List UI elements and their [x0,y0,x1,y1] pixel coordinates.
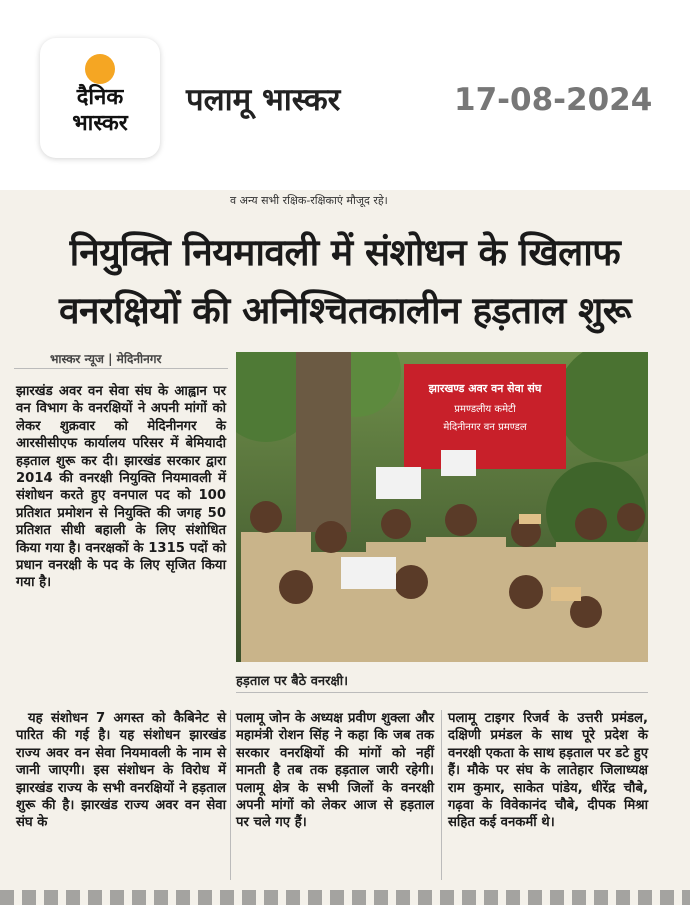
banner-text-2: प्रमण्डलीय कमेटी [454,404,516,415]
column-3-text: पलामू टाइगर रिजर्व के उत्तरी प्रमंडल, दक्षिणी प्रमंडल के साथ पूरे प्रदेश के वनरक्षी एकता के साथ हड़ताल पर डटे हुए हैं। मौके पर संघ के लातेहार जिलाध्यक्ष राम कुमार, साकेत पांडेय, धीरेंद्र चौबे, गढ़वा के विवेकानंद चौबे, दीपक मिश्रा सहित कई वनकर्मी थे। [448,711,648,831]
next-article-fragment [0,890,690,905]
previous-article-fragment: व अन्य सभी रक्षिक-रक्षिकाएं मौजूद रहे। [230,194,388,207]
byline-divider [14,368,228,369]
column-divider-1 [230,710,231,880]
column-1-text: झारखंड अवर वन सेवा संघ के आह्वान पर वन विभाग के वनरक्षियों ने अपनी मांगों को लेकर शुक्रवार को मेदिनीनगर के आरसीसीएफ कार्यालय परिसर में बेमियादी हड़ताल शुरू कर दी। झारखंड सरकार द्वारा 2014 की वनरक्षी नियुक्ति नियमावली में संशोधन करते हुए वनपाल पद को 100 प्रतिशत प्रमोशन से नियुक्ति की जगह 50 प्रतिशत सीधी बहाली के लिए संशोधित किया गया है। वनरक्षकों के 1315 पदों को प्रधान वनरक्षी के पद के लिए सृजित किया गया है। [16,384,226,591]
banner-text-3: मेदिनीनगर वन प्रमण्डल [443,422,527,433]
news-clipping [0,190,690,905]
app-header [0,0,690,190]
headline-line1: नियुक्ति नियमावली में संशोधन के खिलाफ [69,231,621,274]
headline-line2: वनरक्षियों की अनिश्चितकालीन हड़ताल शुरू [58,289,631,332]
photo-caption: हड़ताल पर बैठे वनरक्षी। [236,674,349,689]
edition-date: 17-08-2024 [454,82,653,118]
article-column-1 [16,383,226,592]
logo-text-line1: दैनिक [76,85,124,110]
column-divider-2 [441,710,442,880]
article-column-3 [448,710,648,832]
dainik-bhaskar-logo[interactable] [40,38,160,158]
edition-title: पलामू भास्कर [186,82,341,118]
logo-sun-icon [85,54,115,84]
strike-photo [236,352,648,662]
protest-banner [404,364,566,469]
logo-text-line2: भास्कर [72,111,128,136]
banner-text-1: झारखण्ड अवर वन सेवा संघ [428,382,542,395]
protest-photo-illustration [236,352,648,662]
caption-divider [236,692,648,693]
column-2-text: पलामू जोन के अध्यक्ष प्रवीण शुक्ला और महामंत्री रोशन सिंह ने कहा कि जब तक सरकार वनरक्षियों की मांगों को नहीं मानती है तब तक हड़ताल जारी रहेगी। पलामू क्षेत्र के सभी जिलों के वनरक्षी अपनी मांगों को लेकर आज से हड़ताल पर चले गए हैं। [236,711,434,831]
article-column-2 [236,710,434,832]
column-1b-text: यह संशोधन 7 अगस्त को कैबिनेट से पारित की गई है। यह संशोधन झारखंड राज्य अवर वन सेवा नियमावली के नाम से जानी जाएगी। इस संशोधन के विरोध में झारखंड राज्य के सभी वनरक्षियों ने हड़ताल शुरू की है। झारखंड राज्य अवर वन सेवा संघ के [16,711,226,831]
byline: भास्कर न्यूज | मेदिनीनगर [50,352,162,366]
article-column-1-continued [16,710,226,832]
